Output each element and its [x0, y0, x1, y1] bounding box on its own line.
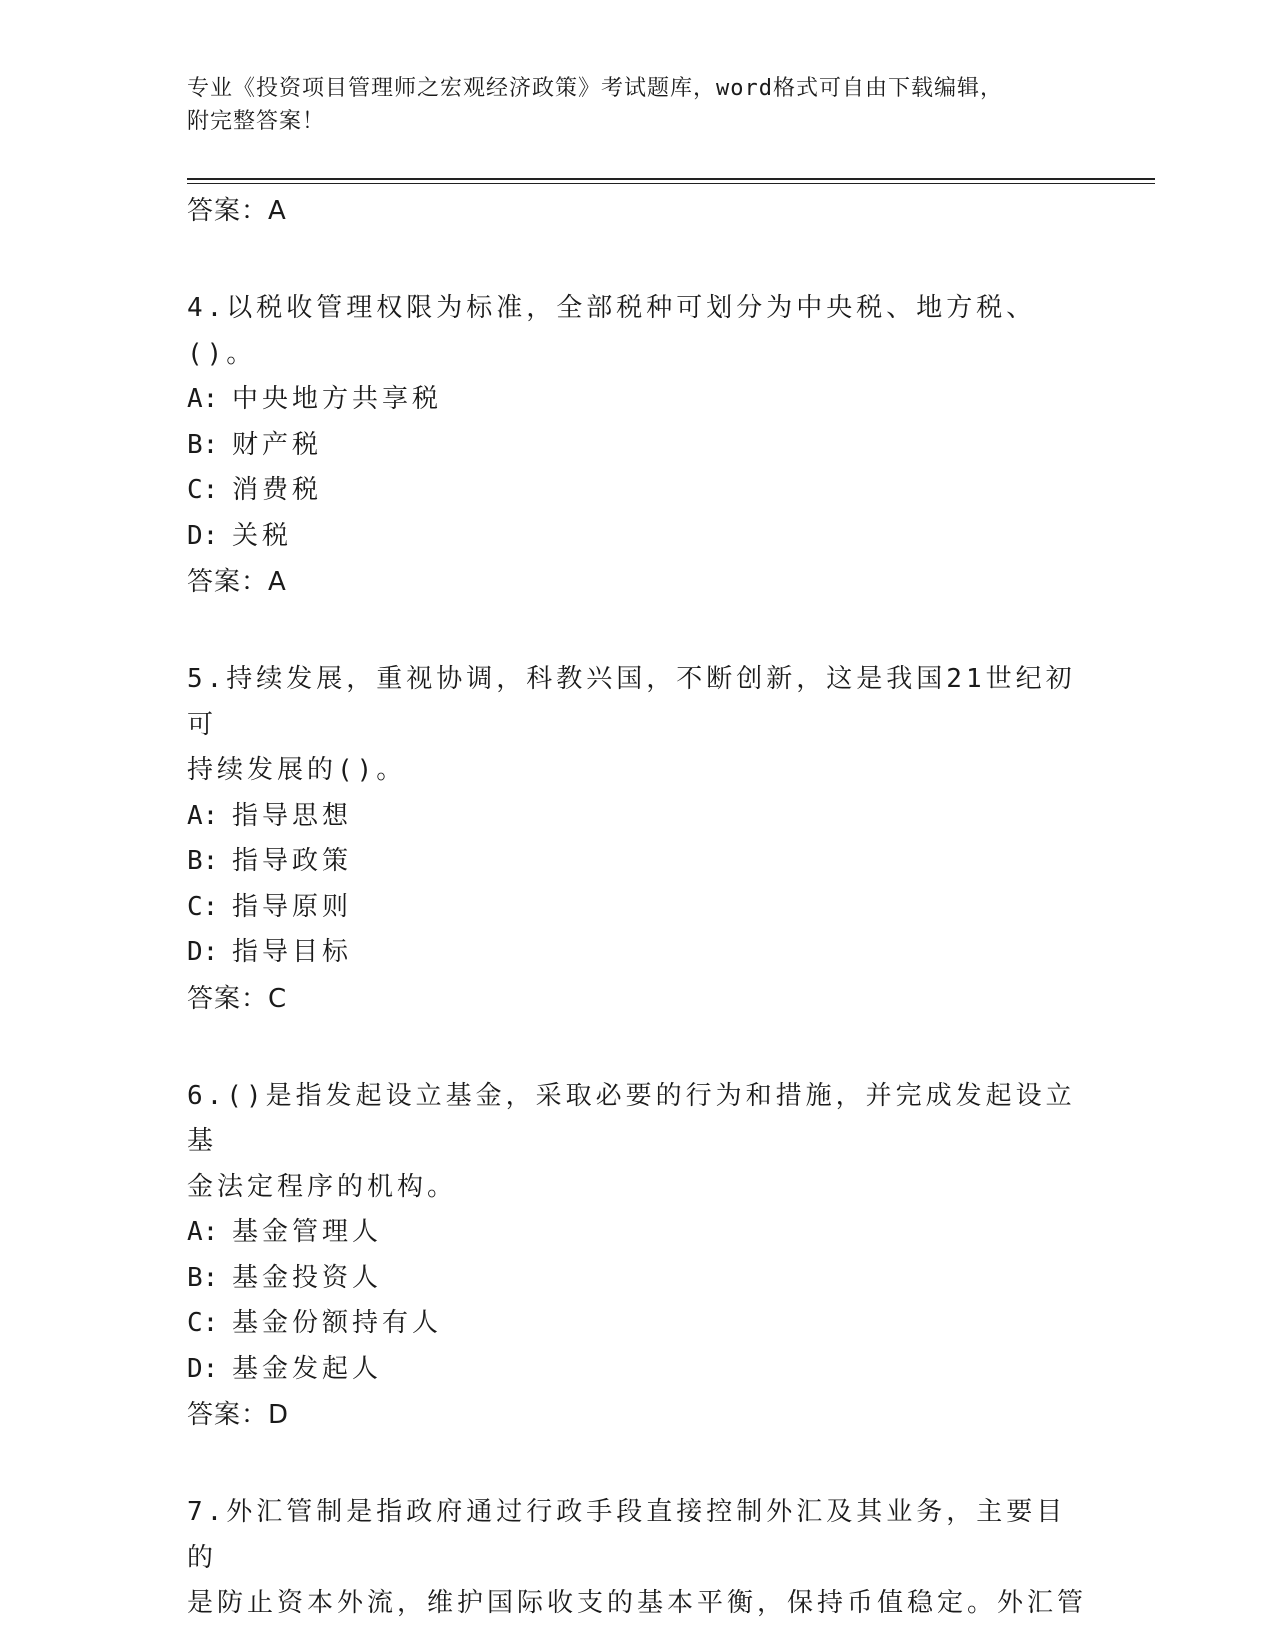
- option-b: [187, 423, 1087, 469]
- option-key: D:: [187, 937, 219, 967]
- option-c: [187, 468, 1087, 514]
- document-header: [187, 72, 1067, 138]
- option-key: A:: [187, 800, 219, 831]
- option-c: [187, 1301, 1087, 1347]
- option-key: B:: [187, 846, 219, 876]
- option-text: 财产税: [232, 429, 323, 460]
- question-6: [187, 1074, 1087, 1439]
- question-stem: 5.持续发展，重视协调，科教兴国，不断创新，这是我国21世纪初可: [187, 664, 1076, 740]
- option-a: [187, 1210, 1087, 1256]
- header-intro-line-2: 附完整答案！: [187, 109, 326, 134]
- option-key: C:: [187, 475, 219, 505]
- question-stem: 6.()是指发起设立基金，采取必要的行为和措施，并完成发起设立基: [187, 1080, 1076, 1156]
- option-key: C:: [187, 891, 219, 922]
- question-answer: 答案：A: [187, 567, 287, 597]
- option-c: [187, 885, 1087, 931]
- question-stem-continued: 持续发展的()。: [187, 755, 407, 785]
- question-answer: 答案：C: [187, 983, 288, 1014]
- question-stem: 4.以税收管理权限为标准，全部税种可划分为中央税、地方税、()。: [187, 293, 1037, 369]
- option-text: 指导原则: [232, 891, 353, 922]
- option-text: 指导思想: [232, 800, 353, 831]
- question-answer: 答案：D: [187, 1400, 290, 1430]
- option-key: D:: [187, 520, 219, 551]
- question-4: [187, 286, 1087, 605]
- option-text: 指导目标: [232, 937, 353, 967]
- question-stem-continued: 金法定程序的机构。: [187, 1171, 458, 1202]
- header-intro-line-1: 专业《投资项目管理师之宏观经济政策》考试题库，word格式可自由下载编辑，: [187, 76, 1003, 101]
- option-key: A:: [187, 1217, 219, 1247]
- option-text: 基金份额持有人: [232, 1308, 443, 1338]
- option-key: B:: [187, 1262, 219, 1293]
- option-text: 指导政策: [232, 846, 353, 876]
- option-key: A:: [187, 384, 219, 414]
- option-text: 中央地方共享税: [232, 384, 443, 414]
- header-divider-thick: [187, 178, 1155, 180]
- question-list: [187, 188, 1087, 1627]
- question-7: [187, 1490, 1087, 1627]
- option-a: [187, 377, 1087, 423]
- question-stem-continued: 是防止资本外流，维护国际收支的基本平衡，保持币值稳定。外汇管: [187, 1588, 1088, 1618]
- option-text: 基金发起人: [232, 1353, 383, 1384]
- option-text: 基金管理人: [232, 1217, 383, 1247]
- option-key: C:: [187, 1308, 219, 1338]
- previous-answer: 答案：A: [187, 196, 287, 226]
- option-d: [187, 1347, 1087, 1393]
- question-5: [187, 657, 1087, 1022]
- option-text: 关税: [232, 520, 293, 551]
- question-stem: 7.外汇管制是指政府通过行政手段直接控制外汇及其业务，主要目的: [187, 1497, 1067, 1573]
- option-text: 消费税: [232, 475, 323, 505]
- option-b: [187, 1256, 1087, 1302]
- header-divider-thin: [187, 183, 1155, 184]
- option-key: D:: [187, 1353, 219, 1384]
- option-d: [187, 514, 1087, 560]
- option-b: [187, 839, 1087, 885]
- option-text: 基金投资人: [232, 1262, 383, 1293]
- option-d: [187, 930, 1087, 976]
- option-key: B:: [187, 429, 219, 460]
- option-a: [187, 794, 1087, 840]
